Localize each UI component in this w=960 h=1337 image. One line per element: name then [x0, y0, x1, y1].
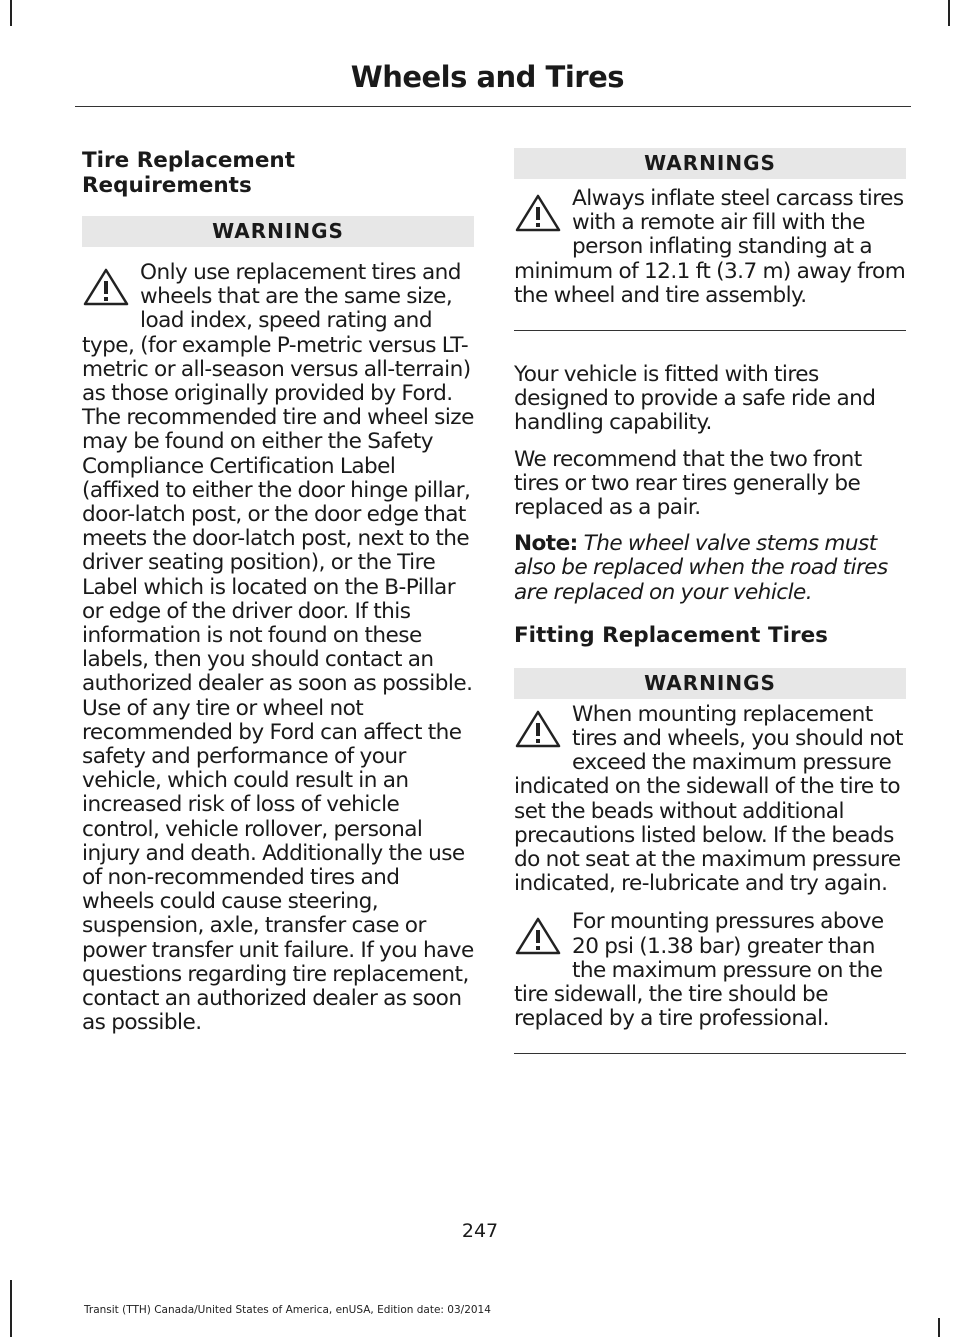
page-number: 247: [461, 1220, 499, 1242]
section-title-tire-replacement: [82, 148, 474, 198]
page-header-title: Wheels and Tires: [350, 60, 624, 94]
warning-triangle-icon: [514, 916, 566, 960]
crop-mark-top-right: [948, 0, 950, 26]
note-text: The wheel valve stems must also be replaced when the road tires are replaced on your vehicle.: [514, 531, 888, 605]
section-title-fitting-replacement-tires: Fitting Replacement Tires: [514, 622, 828, 648]
section-title-line-2: Requirements: [82, 173, 252, 198]
warning-text: When mounting replacement tires and wheels, you should not exceed the maximum pressure indicated on the sidewall of the tire to set the beads without additional precautions listed below. If the beads do not seat at the maximum pressure indicated, re-lubricate and try again.: [514, 701, 903, 897]
right-column: [514, 148, 906, 1054]
paragraph: Your vehicle is fitted with tires designed to provide a safe ride and handling capability.: [514, 362, 876, 436]
warning-text: For mounting pressures above 20 psi (1.38 bar) greater than the maximum pressure on the tire sidewall, the tire should be replaced by a tire professional.: [514, 909, 884, 1032]
warnings-end-rule: [514, 1053, 906, 1054]
crop-mark-bottom-right: [938, 1318, 940, 1337]
warning-text: Only use replacement tires and wheels that are the same size, load index, speed rating and type, (for example P-metric versus LT-metric or all-season versus all-terrain) as those originally provided by Ford. The recommended tire and wheel size may be found on either the Safety Compliance Certification Label (affixed to either the door hinge pillar, door-latch post, or the door edge that meets the door-latch post, next to the driver seating position), or the Tire Label which is located on the B-Pillar or edge of the driver door. If this information is not found on these labels, then you should contact an authorized dealer as soon as possible. Use of any tire or wheel not recommended by Ford can affect the safety and performance of your vehicle, which could result in an increased risk of loss of vehicle control, vehicle rollover, personal injury and death. Additionally the use of non-recommended tires and wheels could cause steering, suspension, axle, transfer case or power transfer unit failure. If you have questions regarding tire replacement, contact an authorized dealer as soon as possible.: [82, 260, 474, 1036]
warning-text: Always inflate steel carcass tires with a remote air fill with the person inflating standing at a minimum of 12.1 ft (3.7 m) away from the wheel and tire assembly.: [514, 186, 906, 308]
section-title-line-1: Tire Replacement: [82, 148, 296, 173]
paragraph: We recommend that the two front tires or two rear tires generally be replaced as a pair.: [514, 446, 862, 521]
warnings-header: WARNINGS: [82, 216, 474, 247]
edition-footer: Transit (TTH) Canada/United States of America, enUSA, Edition date: 03/2014: [84, 1304, 491, 1316]
warning-triangle-icon: [82, 267, 134, 311]
note: [514, 532, 906, 605]
warning-block: [514, 187, 906, 308]
warning-block: [82, 261, 474, 1036]
crop-mark-top-left: [10, 0, 12, 26]
warning-triangle-icon: [514, 193, 566, 237]
warnings-header: WARNINGS: [514, 148, 906, 179]
note-label: Note:: [514, 531, 578, 557]
header-divider: [75, 106, 911, 107]
warnings-header: WARNINGS: [514, 668, 906, 699]
left-column: [82, 148, 474, 1036]
crop-mark-bottom-left: [10, 1280, 12, 1337]
warning-block: [514, 703, 906, 897]
warning-triangle-icon: [514, 709, 566, 753]
warning-block: [514, 910, 906, 1031]
